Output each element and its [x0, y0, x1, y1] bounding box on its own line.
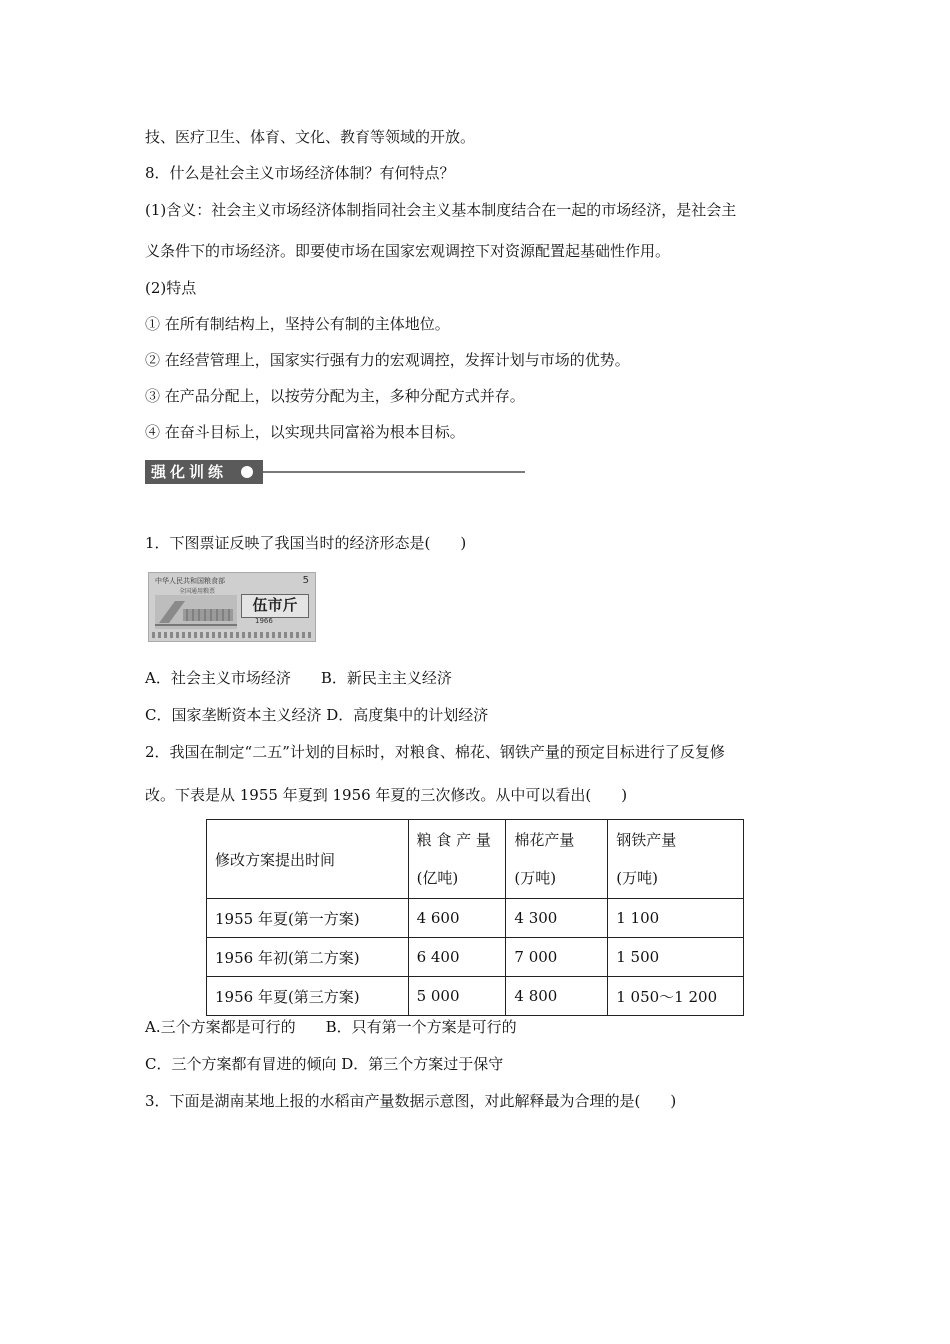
dam-illustration-icon	[155, 595, 237, 629]
ticket-subtitle: 全国通用粮票	[179, 588, 216, 595]
table-cell: 1 050～1 200	[608, 977, 744, 1016]
question-2-options-ab: A.三个方案都是可行的 B．只有第一个方案是可行的	[145, 1018, 517, 1036]
table-cell: 1956 年初(第二方案)	[207, 938, 409, 977]
question-2-stem: 2．我国在制定“二五”计划的目标时，对粮食、棉花、钢铁产量的预定目标进行了反复修	[145, 743, 725, 761]
question-1-options-cd: C．国家垄断资本主义经济 D．高度集中的计划经济	[145, 706, 489, 724]
ticket-amount: 伍市斤	[241, 594, 309, 618]
table-row	[207, 938, 744, 977]
ticket-number: 5	[302, 575, 309, 586]
table-header-cell: 粮 食 产 量 (亿吨)	[408, 820, 506, 899]
text-line: (2)特点	[145, 279, 197, 297]
table-cell: 1955 年夏(第一方案)	[207, 899, 409, 938]
table-cell: 1 500	[608, 938, 744, 977]
feature-item: ④ 在奋斗目标上，以实现共同富裕为根本目标。	[145, 423, 465, 441]
text-line: (1)含义：社会主义市场经济体制指同社会主义基本制度结合在一起的市场经济，是社会主	[145, 201, 737, 219]
feature-item: ③ 在产品分配上，以按劳分配为主，多种分配方式并存。	[145, 387, 525, 405]
table-row	[207, 899, 744, 938]
feature-item: ② 在经营管理上，国家实行强有力的宏观调控，发挥计划与市场的优势。	[145, 351, 630, 369]
feature-item: ① 在所有制结构上，坚持公有制的主体地位。	[145, 315, 450, 333]
table-header-row	[207, 820, 744, 899]
ticket-year: 1966	[255, 617, 273, 625]
ticket-border-pattern	[152, 632, 312, 638]
bullet-dot-icon	[241, 466, 253, 478]
table-cell: 1 100	[608, 899, 744, 938]
text-line: 义条件下的市场经济。即要使市场在国家宏观调控下对资源配置起基础性作用。	[145, 242, 671, 260]
table-header-cell: 钢铁产量 (万吨)	[608, 820, 744, 899]
question-2-options-cd: C．三个方案都有冒进的倾向 D．第三个方案过于保守	[145, 1055, 504, 1073]
table-header-cell: 修改方案提出时间	[207, 820, 409, 899]
grain-ticket-image	[148, 572, 316, 642]
table-cell: 6 400	[408, 938, 506, 977]
table-cell: 5 000	[408, 977, 506, 1016]
table-cell: 4 600	[408, 899, 506, 938]
ticket-header: 中华人民共和国粮食部	[155, 577, 225, 585]
question-8-title: 8．什么是社会主义市场经济体制？有何特点？	[145, 164, 455, 182]
table-cell: 4 800	[506, 977, 608, 1016]
section-header	[145, 460, 525, 484]
table-header-cell: 棉花产量 (万吨)	[506, 820, 608, 899]
question-1-stem: 1．下图票证反映了我国当时的经济形态是( )	[145, 534, 467, 552]
question-2-stem: 改。下表是从 1955 年夏到 1956 年夏的三次修改。从中可以看出( )	[145, 786, 628, 804]
table-cell: 1956 年夏(第三方案)	[207, 977, 409, 1016]
section-title: 强化训练	[145, 460, 263, 484]
table-cell: 4 300	[506, 899, 608, 938]
table-row	[207, 977, 744, 1016]
question-3-stem: 3．下面是湖南某地上报的水稻亩产量数据示意图，对此解释最为合理的是( )	[145, 1092, 677, 1110]
production-target-table	[206, 819, 744, 1016]
text-line: 技、医疗卫生、体育、文化、教育等领域的开放。	[145, 128, 476, 146]
table-cell: 7 000	[506, 938, 608, 977]
divider	[263, 471, 525, 473]
question-1-options-ab: A．社会主义市场经济 B．新民主主义经济	[145, 669, 452, 687]
